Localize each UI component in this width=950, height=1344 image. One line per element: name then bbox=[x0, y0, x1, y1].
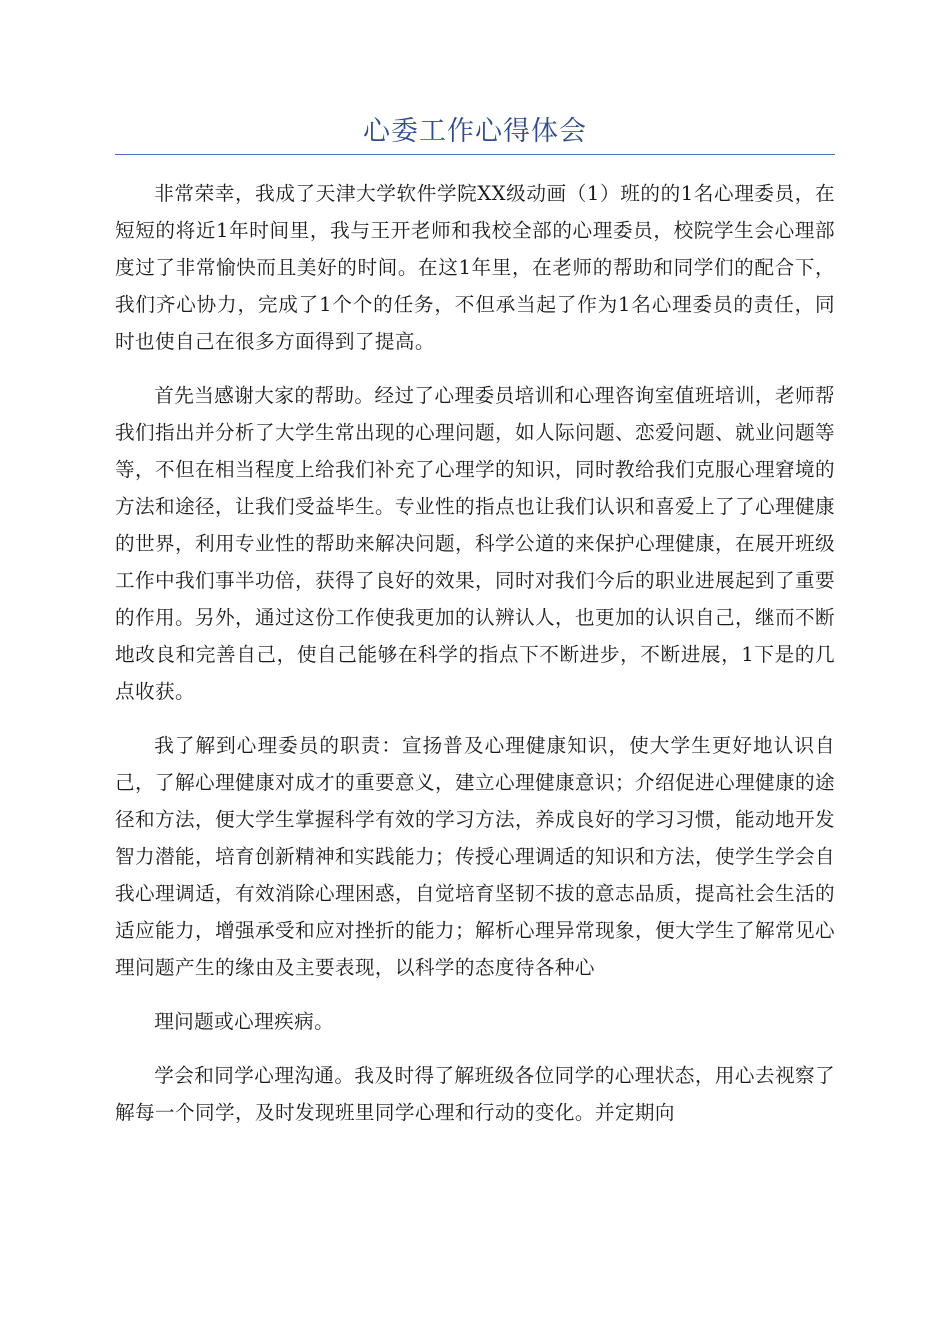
document-title: 心委工作心得体会 bbox=[363, 116, 587, 147]
title-underline bbox=[115, 154, 835, 155]
paragraph-1: 非常荣幸，我成了天津大学软件学院XX级动画（1）班的的1名心理委员，在短短的将近1年时间里，我与王开老师和我校全部的心理委员，校院学生会心理部度过了非常愉快而且美好的时间。在这1年里，在老师的帮助和同学们的配合下，我们齐心协力，完成了1个个的任务，不但承当起了作为1名心理委员的责任，同时也使自己在很多方面得到了提高。 bbox=[115, 182, 835, 353]
paragraph-5: 学会和同学心理沟通。我及时得了解班级各位同学的心理状态，用心去视察了解每一个同学，及时发现班里同学心理和行动的变化。并定期向 bbox=[115, 1064, 835, 1124]
paragraph-4: 理问题或心理疾病。 bbox=[154, 1010, 335, 1033]
paragraph-3: 我了解到心理委员的职责：宣扬普及心理健康知识，使大学生更好地认识自己，了解心理健康对成才的重要意义，建立心理健康意识；介绍促进心理健康的途径和方法，便大学生掌握科学有效的学习方法，养成良好的学习习惯，能动地开发智力潜能，培育创新精神和实践能力；传授心理调适的知识和方法，使学生学会自我心理调适，有效消除心理困惑，自觉培育坚韧不拔的意志品质，提高社会生活的适应能力，增强承受和应对挫折的能力；解析心理异常现象，便大学生了解常见心理问题产生的缘由及主要表现，以科学的态度待各种心 bbox=[115, 734, 835, 979]
paragraph-2: 首先当感谢大家的帮助。经过了心理委员培训和心理咨询室值班培训，老师帮我们指出并分析了大学生常出现的心理问题，如人际问题、恋爱问题、就业问题等等，不但在相当程度上给我们补充了心理学的知识，同时教给我们克服心理窘境的方法和途径，让我们受益毕生。专业性的指点也让我们认识和喜爱上了了心理健康的世界，利用专业性的帮助来解决问题，科学公道的来保护心理健康，在展开班级工作中我们事半功倍，获得了良好的效果，同时对我们今后的职业进展起到了重要的作用。另外，通过这份工作使我更加的认辨认人，也更加的认识自己，继而不断地改良和完善自己，使自己能够在科学的指点下不断进步，不断进展，1下是的几点收获。 bbox=[115, 384, 835, 703]
document-body bbox=[115, 175, 835, 1148]
